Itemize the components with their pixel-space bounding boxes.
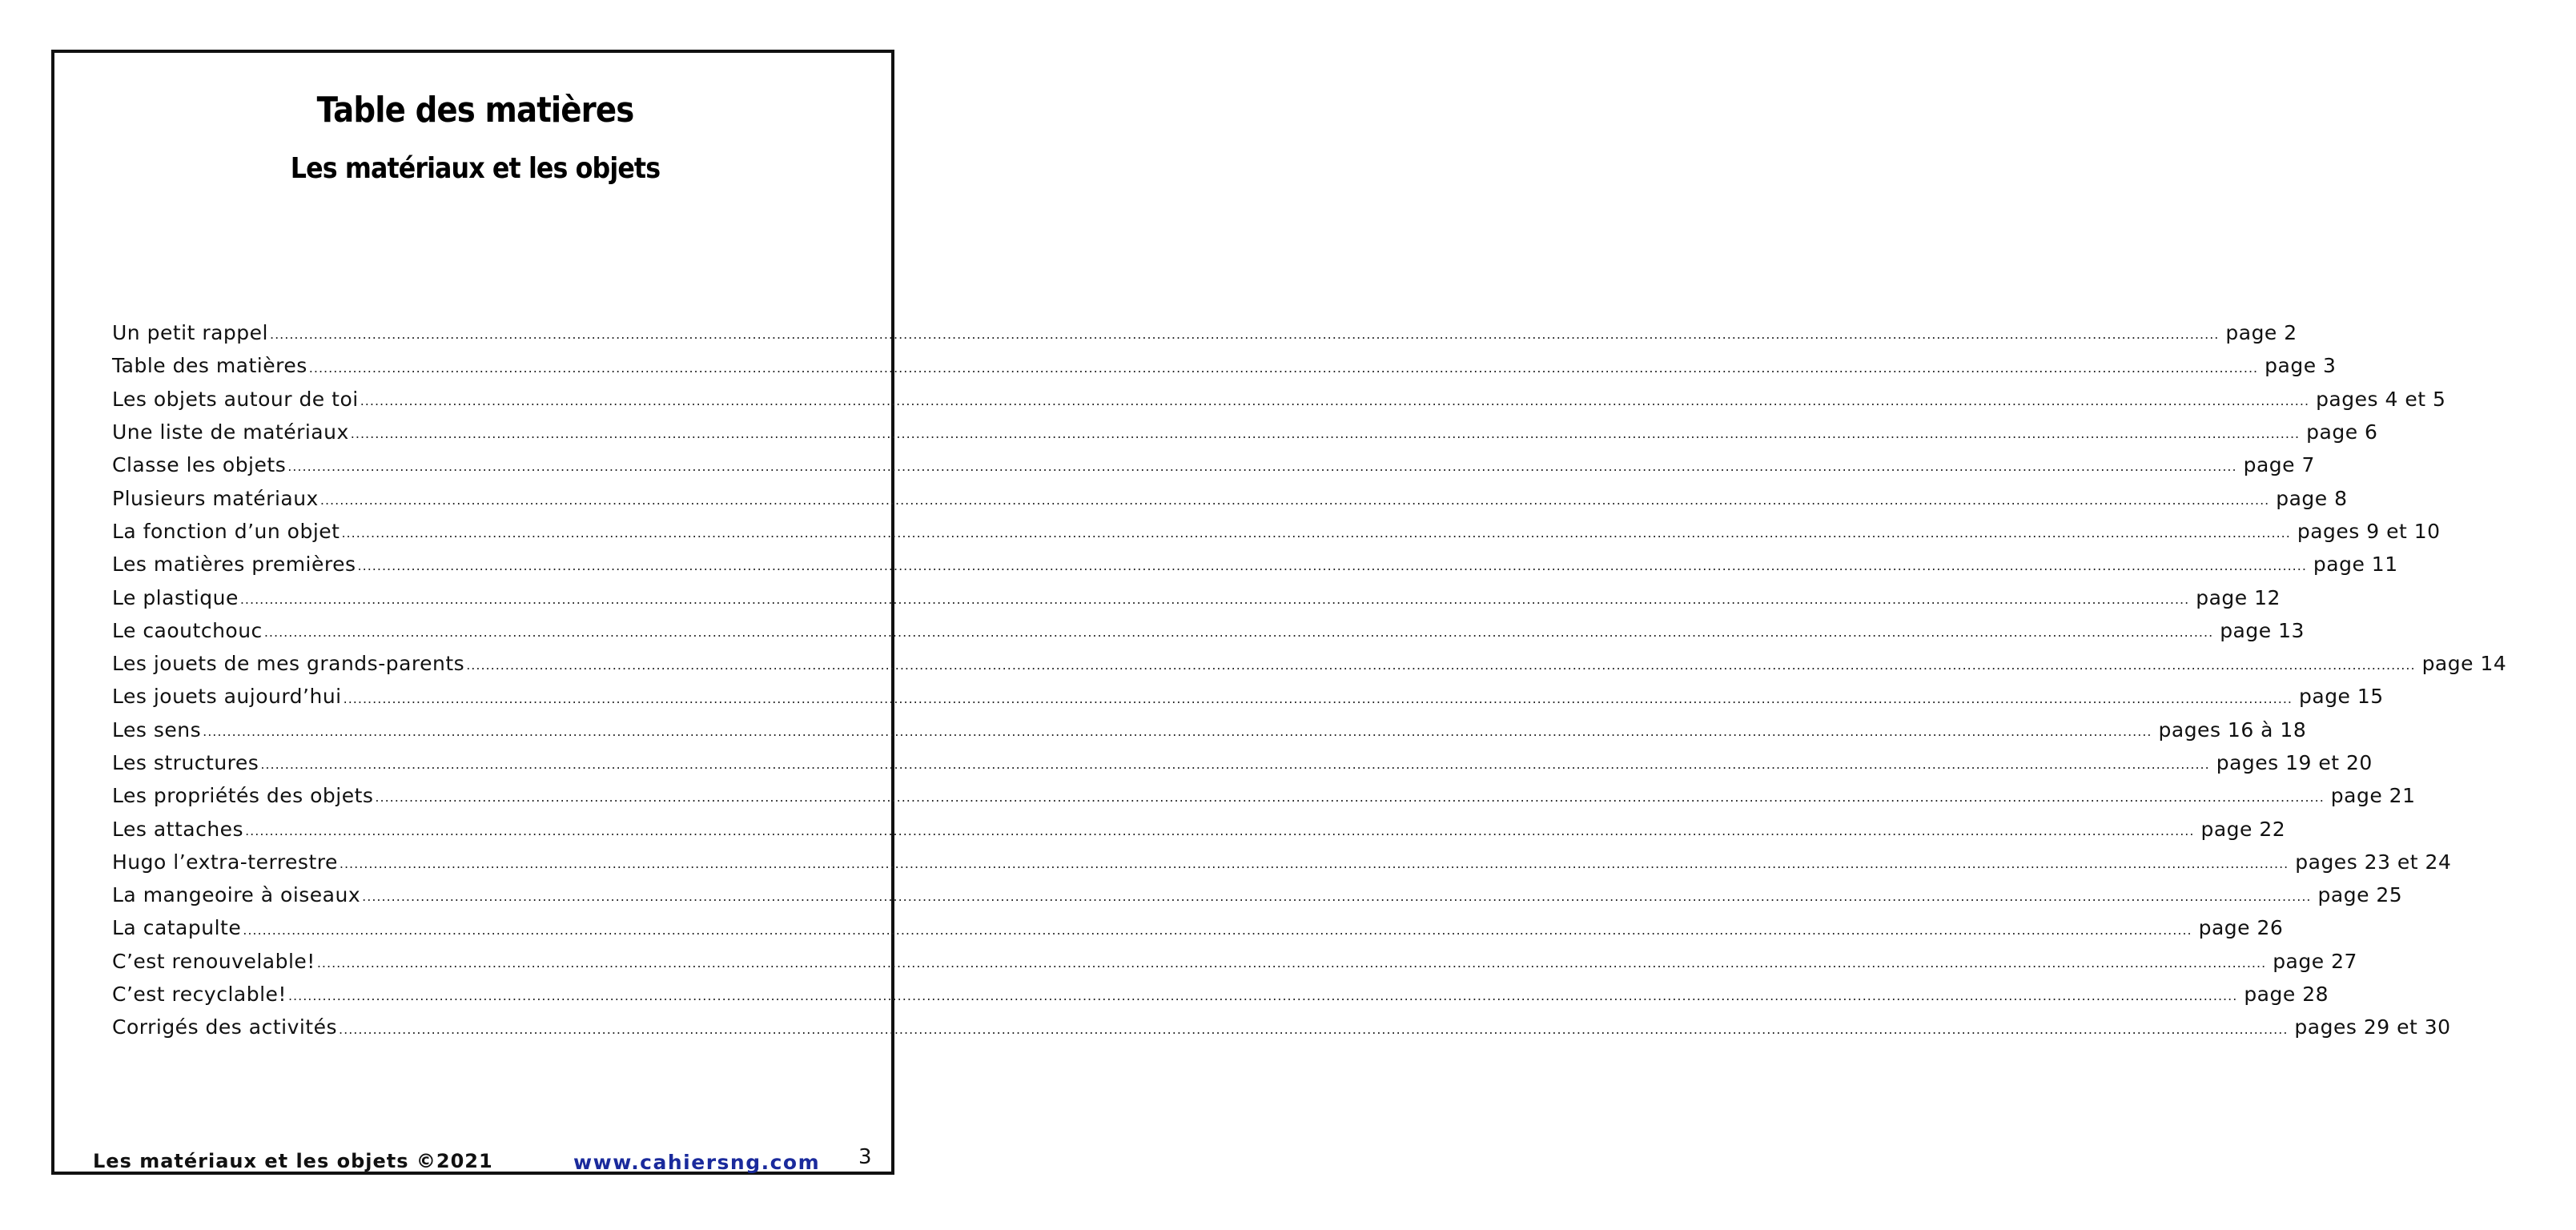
- toc-leader-dots: ................................................................................................................................................................................................................................................................................................................................................................................................................: [239, 591, 2190, 607]
- toc-entry-page: pages 4 et 5: [2316, 387, 2446, 411]
- toc-entry-label: Plusieurs matériaux: [112, 486, 319, 510]
- toc-entry: [112, 680, 2384, 713]
- toc-entry: [112, 383, 2446, 416]
- toc-entry-label: Les attaches: [112, 817, 244, 841]
- toc-leader-dots: ................................................................................................................................................................................................................................................................................................................................................................................................................: [350, 426, 2301, 442]
- toc-entry-label: C’est recyclable!: [112, 983, 287, 1007]
- page-number: 3: [858, 1145, 872, 1169]
- toc-entry-page: pages 16 à 18: [2158, 718, 2307, 742]
- toc-leader-dots: ................................................................................................................................................................................................................................................................................................................................................................................................................: [263, 624, 2214, 640]
- toc-entry-page: page 28: [2244, 983, 2329, 1007]
- toc-entry-page: page 14: [2421, 652, 2507, 676]
- toc-leader-dots: ................................................................................................................................................................................................................................................................................................................................................................................................................: [341, 525, 2291, 541]
- toc-leader-dots: ................................................................................................................................................................................................................................................................................................................................................................................................................: [308, 360, 2259, 376]
- toc-entry-page: page 13: [2220, 618, 2305, 642]
- toc-entry-page: page 25: [2317, 883, 2403, 907]
- toc-leader-dots: ................................................................................................................................................................................................................................................................................................................................................................................................................: [319, 492, 2270, 508]
- toc-entry: [112, 448, 2315, 481]
- toc-entry-page: page 3: [2265, 354, 2337, 378]
- toc-leader-dots: ................................................................................................................................................................................................................................................................................................................................................................................................................: [270, 327, 2220, 343]
- toc-entry: [112, 878, 2403, 911]
- toc-entry-page: page 26: [2198, 916, 2284, 940]
- toc-entry-page: pages 19 et 20: [2216, 751, 2373, 774]
- toc-entry-label: Corrigés des activités: [112, 1015, 338, 1039]
- toc-entry: [112, 647, 2507, 680]
- toc-leader-dots: ................................................................................................................................................................................................................................................................................................................................................................................................................: [260, 757, 2210, 773]
- toc-entry-page: page 8: [2276, 486, 2348, 510]
- toc-entry-page: pages 23 et 24: [2295, 850, 2452, 874]
- toc-entry: [112, 846, 2452, 878]
- toc-entry: [112, 779, 2416, 812]
- table-of-contents: [112, 316, 2507, 1044]
- toc-entry-label: Les objets autour de toi: [112, 387, 359, 411]
- toc-entry: [112, 713, 2307, 746]
- toc-entry-label: C’est renouvelable!: [112, 949, 315, 973]
- toc-entry-page: pages 29 et 30: [2294, 1015, 2451, 1039]
- toc-entry-label: La mangeoire à oiseaux: [112, 883, 361, 907]
- toc-entry-page: page 7: [2243, 453, 2315, 477]
- toc-entry: [112, 746, 2373, 779]
- toc-entry: [112, 911, 2284, 944]
- toc-entry-label: Les jouets de mes grands-parents: [112, 652, 465, 676]
- toc-leader-dots: ................................................................................................................................................................................................................................................................................................................................................................................................................: [243, 922, 2192, 938]
- toc-entry-page: page 21: [2330, 784, 2416, 808]
- toc-entry-label: La fonction d’un objet: [112, 519, 340, 543]
- toc-entry-page: page 2: [2225, 321, 2297, 345]
- toc-entry: [112, 515, 2441, 548]
- toc-leader-dots: ................................................................................................................................................................................................................................................................................................................................................................................................................: [466, 657, 2416, 673]
- toc-leader-dots: ................................................................................................................................................................................................................................................................................................................................................................................................................: [357, 558, 2307, 574]
- toc-entry: [112, 581, 2281, 613]
- toc-leader-dots: ................................................................................................................................................................................................................................................................................................................................................................................................................: [245, 822, 2195, 838]
- toc-leader-dots: ................................................................................................................................................................................................................................................................................................................................................................................................................: [316, 955, 2267, 971]
- toc-leader-dots: ................................................................................................................................................................................................................................................................................................................................................................................................................: [339, 1021, 2289, 1037]
- toc-entry-label: Les sens: [112, 718, 202, 742]
- toc-entry: [112, 812, 2286, 845]
- toc-entry: [112, 481, 2348, 514]
- footer-copyright: Les matériaux et les objets ©2021: [93, 1150, 493, 1172]
- toc-entry: [112, 614, 2305, 647]
- toc-entry-page: page 22: [2200, 817, 2286, 841]
- toc-entry: [112, 416, 2378, 448]
- toc-leader-dots: ................................................................................................................................................................................................................................................................................................................................................................................................................: [343, 690, 2293, 706]
- toc-entry-label: Les matières premières: [112, 553, 356, 577]
- toc-entry-label: La catapulte: [112, 916, 242, 940]
- toc-entry-label: Le plastique: [112, 585, 239, 609]
- toc-entry: [112, 548, 2398, 581]
- toc-entry-page: page 27: [2273, 949, 2357, 973]
- toc-entry: [112, 1011, 2451, 1043]
- toc-entry-label: Un petit rappel: [112, 321, 268, 345]
- toc-entry-page: page 11: [2313, 553, 2398, 577]
- toc-entry-label: Les propriétés des objets: [112, 784, 374, 808]
- toc-entry-page: page 12: [2196, 585, 2281, 609]
- toc-entry: [112, 978, 2329, 1011]
- toc-entry: [112, 945, 2357, 978]
- toc-leader-dots: ................................................................................................................................................................................................................................................................................................................................................................................................................: [360, 392, 2310, 408]
- toc-leader-dots: ................................................................................................................................................................................................................................................................................................................................................................................................................: [339, 856, 2289, 872]
- page-title: Table des matières: [316, 90, 634, 131]
- toc-entry-label: Les structures: [112, 751, 259, 774]
- toc-entry-page: page 6: [2306, 420, 2378, 444]
- toc-entry-label: Les jouets aujourd’hui: [112, 685, 342, 709]
- toc-leader-dots: ................................................................................................................................................................................................................................................................................................................................................................................................................: [203, 723, 2152, 739]
- toc-entry-page: pages 9 et 10: [2297, 519, 2441, 543]
- toc-entry-label: Le caoutchouc: [112, 618, 263, 642]
- toc-entry-label: Table des matières: [112, 354, 307, 378]
- toc-entry: [112, 316, 2297, 349]
- toc-entry-label: Classe les objets: [112, 453, 287, 477]
- toc-leader-dots: ................................................................................................................................................................................................................................................................................................................................................................................................................: [362, 889, 2312, 905]
- toc-entry: [112, 349, 2337, 382]
- toc-entry-label: Une liste de matériaux: [112, 420, 349, 444]
- page-subtitle: Les matériaux et les objets: [290, 152, 661, 185]
- toc-leader-dots: ................................................................................................................................................................................................................................................................................................................................................................................................................: [287, 988, 2238, 1004]
- toc-entry-label: Hugo l’extra-terrestre: [112, 850, 338, 874]
- footer-website-link[interactable]: www.cahiersng.com: [573, 1151, 821, 1174]
- toc-leader-dots: ................................................................................................................................................................................................................................................................................................................................................................................................................: [375, 790, 2325, 806]
- toc-leader-dots: ................................................................................................................................................................................................................................................................................................................................................................................................................: [287, 459, 2237, 475]
- toc-entry-page: page 15: [2299, 685, 2384, 709]
